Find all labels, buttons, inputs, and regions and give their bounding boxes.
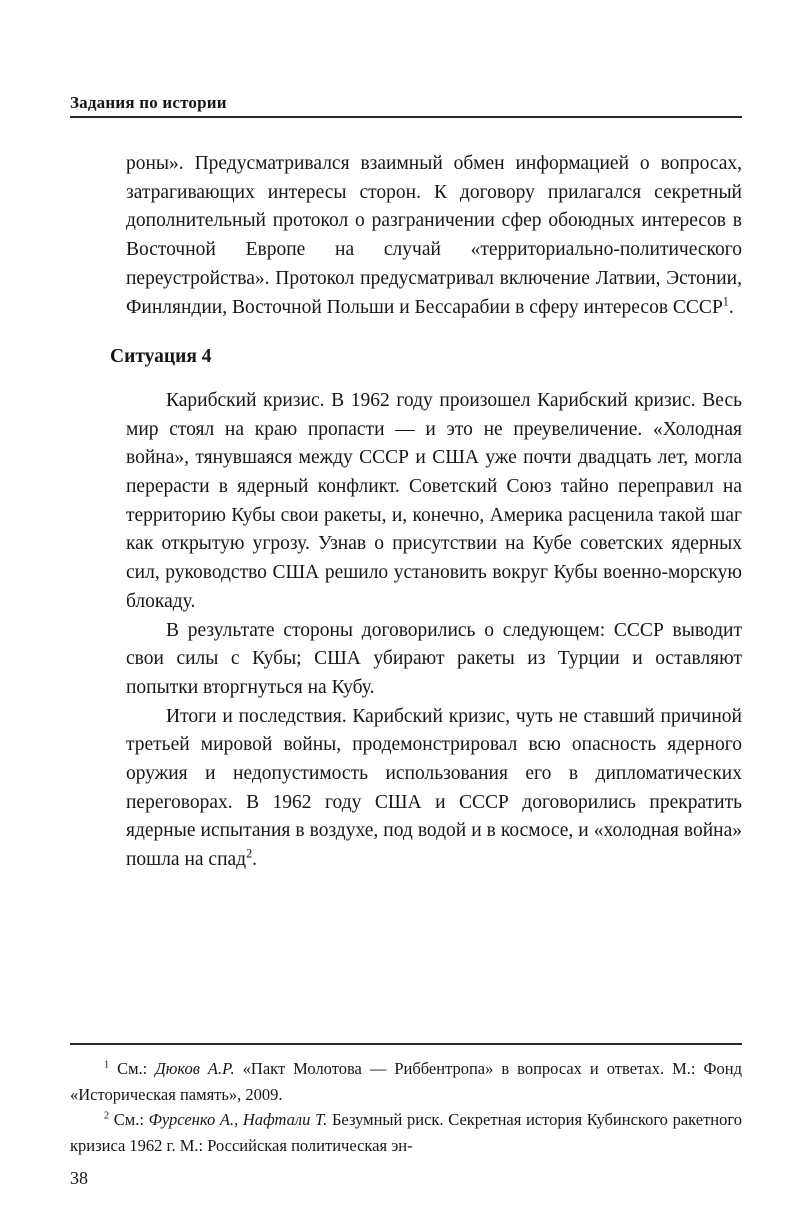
page-number: 38 [70, 1168, 88, 1188]
running-header [70, 93, 742, 113]
main-text-column [110, 150, 742, 875]
footnotes-section [70, 1056, 742, 1158]
paragraph-outcome [126, 703, 742, 875]
paragraph-crisis: Карибский кризис. В 1962 году произошел Карибский кризис. Весь мир стоял на краю пропасти — и это не преувеличение. «Холодная война», тянувшаяся между СССР и США уже почти двадцать лет, могла перерасти в ядерный конфликт. Советский Союз тайно переправил на территорию Кубы свои ракеты, и, конечно, Америка расценила такой шаг как открытую угрозу. Узнав о присутствии на Кубе советских ядерных сил, руководство США решило установить вокруг Кубы военно-морскую блокаду. [126, 389, 742, 612]
footnote-1-see: См.: [117, 1059, 156, 1078]
footnote-2 [70, 1107, 742, 1158]
header-rule [70, 116, 742, 118]
paragraph-continuation [126, 150, 742, 322]
footnote-1-text: «Пакт Молотова — Риббентропа» в вопросах и ответах. М.: Фонд «Историческая память», 2009. [70, 1059, 743, 1104]
footnote-ref-2: 2 [246, 846, 253, 861]
paragraph-text: роны». Предусматривался взаимный обмен информацией о вопросах, затрагивающих интересы сторон. К договору прилагался секретный дополнительный протокол о разграничении сфер обоюдных интересов в Восточной Европе на случай «территориально-политического переустройства». Протокол предусматривал включение Латвии, Эстонии, Финляндии, Восточной Польши и Бессарабии в сферу интересов СССР [126, 153, 742, 318]
footnote-ref-1: 1 [722, 294, 729, 309]
footnote-1-author: Дюков А.Р. [155, 1059, 235, 1078]
footnote-2-author: Фурсенко А., Нафтали Т. [148, 1110, 328, 1129]
section-heading: Ситуация 4 [110, 346, 212, 368]
footnote-2-see: См.: [113, 1110, 149, 1129]
footnote-2-marker: 2 [104, 1110, 110, 1122]
footnote-1-marker: 1 [104, 1059, 110, 1071]
running-header-text: Задания по истории [70, 93, 227, 112]
footnote-rule [70, 1043, 742, 1045]
paragraph-text-end: . [252, 849, 258, 871]
paragraph-text-end: . [728, 296, 734, 318]
footnote-2-text: Безумный риск. Секретная история Кубинского ракетного кризиса 1962 г. М.: Российская политическая эн- [70, 1110, 742, 1155]
paragraph-result: В результате стороны договорились о следующем: СССР выводит свои силы с Кубы; США убирают ракеты из Турции и оставляют попытки вторгнуться на Кубу. [126, 619, 742, 698]
paragraph-text: Итоги и последствия. Карибский кризис, чуть не ставший причиной третьей мировой войны, продемонстрировал всю опасность ядерного оружия и недопустимость использования его в дипломатических переговорах. В 1962 году США и СССР договорились прекратить ядерные испытания в воздухе, под водой и в космосе, и «холодная война» пошла на спад [126, 705, 742, 871]
footnote-1 [70, 1056, 742, 1107]
